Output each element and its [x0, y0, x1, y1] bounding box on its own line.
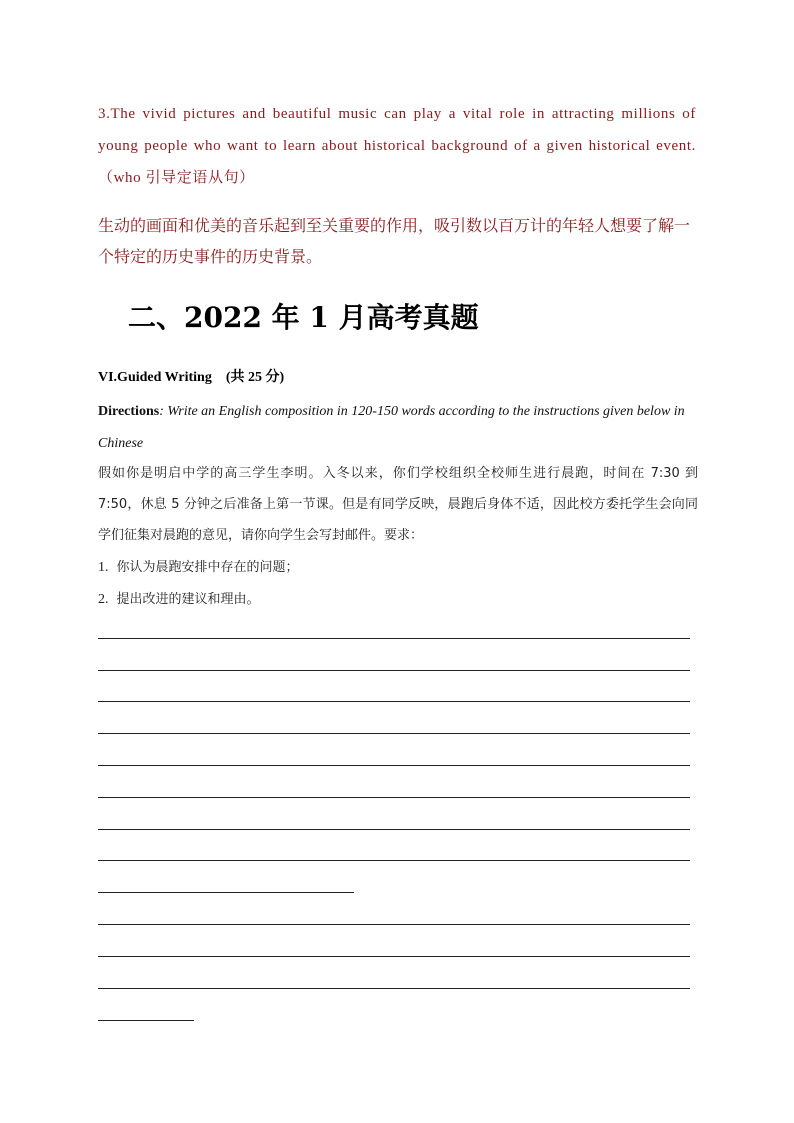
- requirement-item: [98, 588, 260, 608]
- answer-line[interactable]: [98, 701, 690, 702]
- example-sentence-translation: 生动的画面和优美的音乐起到至关重要的作用，吸引数以百万计的年轻人想要了解一个特定的历史事件的历史背景。: [98, 216, 691, 266]
- answer-line[interactable]: [98, 924, 690, 925]
- answer-line[interactable]: [98, 860, 690, 861]
- answer-line-short[interactable]: [98, 1020, 194, 1021]
- answer-line[interactable]: [98, 670, 690, 671]
- requirement-item: [98, 556, 299, 576]
- example-sentence-english: 3.The vivid pictures and beautiful music can play a vital role in attracting millions of young people who want to learn about historical background of a given historical event. （who 引导定语从句）: [98, 106, 696, 186]
- task-description: 假如你是明启中学的高三学生李明。入冬以来，你们学校组织全校师生进行晨跑，时间在 7:30 到 7:50，休息 5 分钟之后准备上第一节课。但是有同学反映，晨跑后身体不适，因此校方委托学生会向同学们征集对晨跑的意见，请你向学生会写封邮件。要求：: [98, 466, 698, 543]
- answer-line[interactable]: [98, 765, 690, 766]
- guided-writing-heading: VI.Guided Writing (共 25 分): [98, 370, 285, 385]
- requirement-text: 你认为晨跑安排中存在的问题；: [116, 560, 299, 575]
- answer-line[interactable]: [98, 988, 690, 989]
- directions-label: Directions: [98, 404, 160, 419]
- answer-line[interactable]: [98, 797, 690, 798]
- answer-line-short[interactable]: [98, 892, 354, 893]
- section-title: 二、2022 年 1 月高考真题: [128, 301, 479, 334]
- requirement-text: 提出改进的建议和理由。: [116, 592, 260, 607]
- directions-text: : Write an English composition in 120-150 words according to the instructions given below in Chinese: [98, 404, 685, 451]
- answer-line[interactable]: [98, 733, 690, 734]
- answer-line[interactable]: [98, 956, 690, 957]
- requirement-number: 2.: [98, 592, 109, 607]
- answer-line[interactable]: [98, 638, 690, 639]
- requirement-number: 1.: [98, 560, 109, 575]
- directions: [98, 396, 698, 460]
- answer-line[interactable]: [98, 829, 690, 830]
